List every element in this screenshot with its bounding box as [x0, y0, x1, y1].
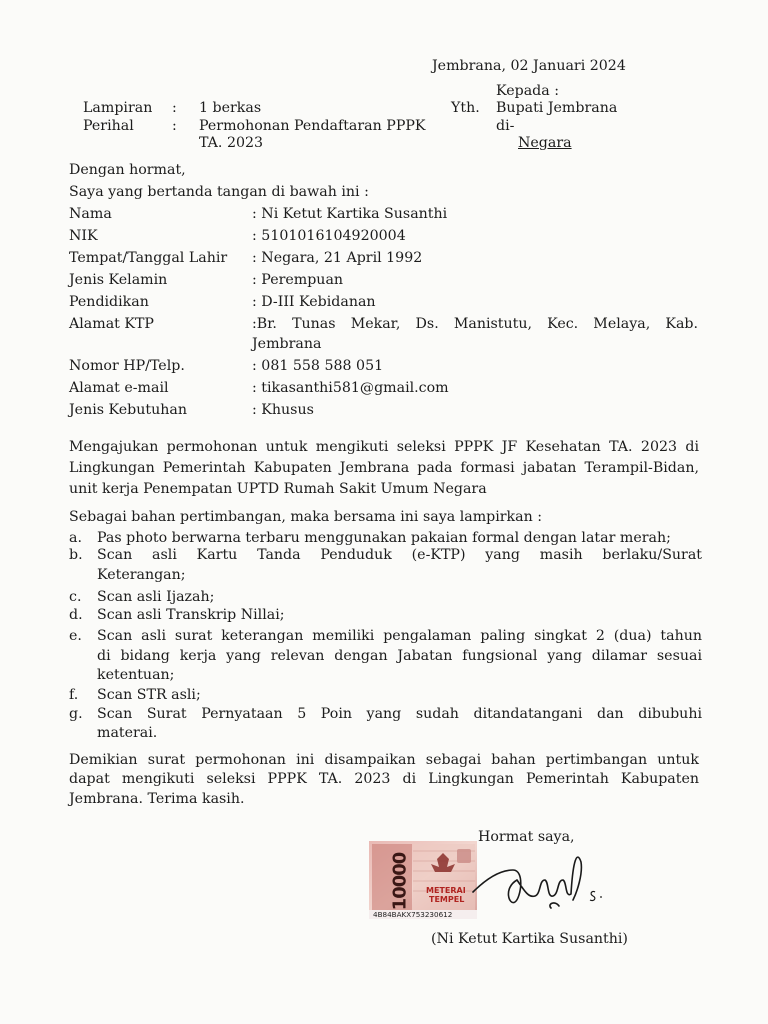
identity-label: Nama [69, 206, 112, 222]
stamp-serial: 4B84BAKX753230612 [373, 910, 453, 919]
identity-label: Nomor HP/Telp. [69, 358, 185, 374]
list-item: Scan asli surat keterangan memiliki pengalaman paling singkat 2 (dua) tahun [97, 628, 702, 644]
list-item: Scan STR asli; [97, 687, 201, 703]
list-item: Scan asli Kartu Tanda Penduduk (e-KTP) yang masih berlaku/Surat [97, 547, 702, 563]
identity-value: : Perempuan [252, 272, 344, 288]
intro-text: Saya yang bertanda tangan di bawah ini : [69, 184, 369, 200]
recipient-to-label: Kepada : [496, 83, 559, 99]
recipient-place: Negara [518, 135, 572, 151]
stamp-label-meterai: METERAI [426, 886, 466, 895]
paragraph-line: Jembrana. Terima kasih. [69, 791, 245, 807]
subject-value-line2: TA. 2023 [199, 135, 264, 151]
list-item-continued: ketentuan; [97, 667, 175, 683]
identity-value: : 081 558 588 051 [252, 358, 384, 374]
list-marker: a. [69, 530, 82, 546]
identity-label: Tempat/Tanggal Lahir [69, 250, 228, 266]
list-marker: b. [69, 547, 83, 563]
paragraph-line: Lingkungan Pemerintah Kabupaten Jembrana pada formasi jabatan Terampil-Bidan, [69, 460, 699, 476]
attachment-value: 1 berkas [199, 100, 262, 116]
identity-value: : D-III Kebidanan [252, 294, 376, 310]
recipient-yth: Yth. [451, 100, 480, 116]
recipient-name: Bupati Jembrana [496, 100, 618, 116]
identity-label: Alamat e-mail [69, 380, 169, 396]
paragraph-line: dapat mengikuti seleksi PPPK TA. 2023 di Lingkungan Pemerintah Kabupaten [69, 771, 699, 787]
handwritten-signature-icon [455, 840, 615, 920]
list-marker: e. [69, 628, 82, 644]
greeting: Dengan hormat, [69, 162, 186, 178]
list-marker: f. [69, 687, 79, 703]
list-item: Scan Surat Pernyataan 5 Poin yang sudah ditandatangani dan dibubuhi [97, 706, 702, 722]
stamp-label-tempel: TEMPEL [429, 895, 465, 904]
attachments-intro: Sebagai bahan pertimbangan, maka bersama ini saya lampirkan : [69, 509, 543, 525]
place-date: Jembrana, 02 Januari 2024 [432, 58, 626, 74]
list-item-continued: di bidang kerja yang relevan dengan Jabatan fungsional yang dilamar sesuai [97, 648, 702, 664]
list-item: Scan asli Ijazah; [97, 589, 215, 605]
identity-value: : tikasanthi581@gmail.com [252, 380, 449, 396]
attachment-label: Lampiran [83, 100, 153, 116]
list-item-continued: materai. [97, 725, 158, 741]
list-item: Pas photo berwarna terbaru menggunakan pakaian formal dengan latar merah; [97, 530, 671, 546]
identity-value: : 5101016104920004 [252, 228, 406, 244]
identity-label: Alamat KTP [69, 316, 154, 332]
identity-value: : Khusus [252, 402, 314, 418]
identity-label: Jenis Kebutuhan [69, 402, 187, 418]
identity-value: : Negara, 21 April 1992 [252, 250, 423, 266]
list-item-continued: Keterangan; [97, 567, 186, 583]
stamp-amount: 10000 [389, 852, 411, 911]
identity-label: Pendidikan [69, 294, 149, 310]
list-marker: c. [69, 589, 82, 605]
recipient-di: di- [496, 118, 515, 134]
paragraph-line: Demikian surat permohonan ini disampaikan sebagai bahan pertimbangan untuk [69, 752, 699, 768]
paragraph-line: unit kerja Penempatan UPTD Rumah Sakit Umum Negara [69, 481, 487, 497]
identity-label: Jenis Kelamin [69, 272, 168, 288]
list-item: Scan asli Transkrip Nillai; [97, 607, 285, 623]
list-marker: g. [69, 706, 83, 722]
identity-value: : Ni Ketut Kartika Susanthi [252, 206, 448, 222]
signer-name: (Ni Ketut Kartika Susanthi) [431, 931, 628, 947]
subject-label: Perihal [83, 118, 134, 134]
identity-value: :Br. Tunas Mekar, Ds. Manistutu, Kec. Melaya, Kab. [252, 316, 698, 332]
sign-off: Hormat saya, [478, 829, 575, 845]
identity-value-continued: Jembrana [252, 336, 322, 352]
subject-value-line1: Permohonan Pendaftaran PPPK [199, 118, 426, 134]
attachment-colon: : [172, 100, 177, 116]
subject-colon: : [172, 118, 177, 134]
list-marker: d. [69, 607, 83, 623]
identity-label: NIK [69, 228, 98, 244]
paragraph-line: Mengajukan permohonan untuk mengikuti seleksi PPPK JF Kesehatan TA. 2023 di [69, 439, 699, 455]
